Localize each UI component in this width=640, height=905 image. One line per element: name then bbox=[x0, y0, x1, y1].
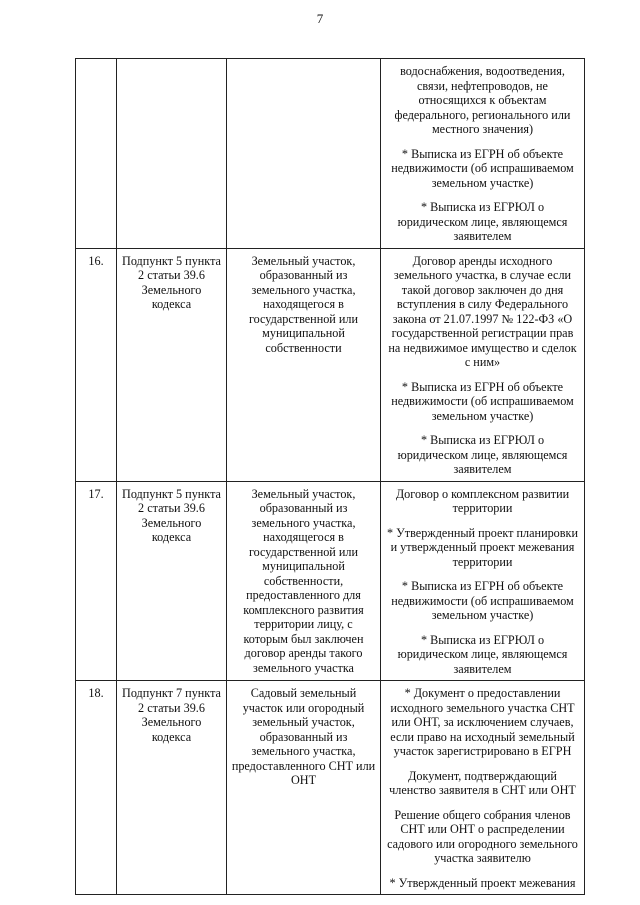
page-number: 7 bbox=[316, 11, 324, 26]
legal-basis-cell: Подпункт 5 пункта 2 статьи 39.6 Земельного кодекса bbox=[117, 248, 227, 481]
table-row bbox=[76, 481, 585, 681]
document-item: Договор о комплексном развитии территории bbox=[395, 486, 570, 515]
row-number: 18. bbox=[76, 681, 117, 895]
document-item: водоснабжения, водоотведения, связи, нефтепроводов, не относящихся к объектам федерального, регионального или местного значения) bbox=[394, 64, 571, 136]
document-item: * Утвержденный проект планировки и утвержденный проект межевания территории bbox=[387, 525, 578, 569]
document-item: * Выписка из ЕГРН об объекте недвижимости (об испрашиваемом земельном участке) bbox=[391, 579, 574, 622]
documents-cell bbox=[381, 681, 585, 895]
legal-basis-cell: Подпункт 5 пункта 2 статьи 39.6 Земельного кодекса bbox=[117, 481, 227, 681]
document-item: Договор аренды исходного земельного участка, в случае если такой договор заключен до дня вступления в силу Федерального закона от 21.07.1997 № 122-ФЗ «О государственной регистрации прав на недвижимое имущество и сделок с ним» bbox=[388, 253, 577, 369]
land-plot-cell: Земельный участок, образованный из земельного участка, находящегося в государственной или муниципальной собственности, предоставленного для комплексного развития территории лицу, с которым был заключен договор аренды такого земельного участка bbox=[227, 481, 381, 681]
land-plot-cell: Садовый земельный участок или огородный земельный участок, образованный из земельного участка, предоставленного СНТ или ОНТ bbox=[227, 681, 381, 895]
documents-cell bbox=[381, 248, 585, 481]
row-number: 16. bbox=[76, 248, 117, 481]
document-item: * Выписка из ЕГРЮЛ о юридическом лице, являющемся заявителем bbox=[397, 433, 568, 476]
table-row bbox=[76, 59, 585, 249]
table-row bbox=[76, 248, 585, 481]
legal-basis-cell: Подпункт 7 пункта 2 статьи 39.6 Земельного кодекса bbox=[117, 681, 227, 895]
row-number bbox=[76, 59, 117, 249]
table-row bbox=[76, 681, 585, 895]
document-item: Решение общего собрания членов СНТ или ОНТ о распределении садового или огородного земельного участка заявителю bbox=[387, 807, 578, 865]
document-item: * Выписка из ЕГРН об объекте недвижимости (об испрашиваемом земельном участке) bbox=[391, 379, 574, 423]
legal-basis-cell bbox=[117, 59, 227, 249]
document-item: * Документ о предоставлении исходного земельного участка СНТ или ОНТ, за исключением случаев, если право на исходный земельный участок зарегистрировано в ЕГРН bbox=[390, 686, 575, 758]
requirements-table bbox=[75, 58, 585, 895]
documents-cell bbox=[381, 59, 585, 249]
document-item: * Выписка из ЕГРЮЛ о юридическом лице, являющемся заявителем bbox=[397, 632, 568, 676]
land-plot-cell bbox=[227, 59, 381, 249]
land-plot-cell: Земельный участок, образованный из земельного участка, находящегося в государственной или муниципальной собственности bbox=[227, 248, 381, 481]
document-item: * Утвержденный проект межевания bbox=[389, 875, 576, 890]
document-item: * Выписка из ЕГРН об объекте недвижимости (об испрашиваемом земельном участке) bbox=[391, 146, 574, 190]
documents-cell bbox=[381, 481, 585, 681]
document-item: * Выписка из ЕГРЮЛ о юридическом лице, являющемся заявителем bbox=[397, 200, 568, 243]
document-item: Документ, подтверждающий членство заявителя в СНТ или ОНТ bbox=[389, 768, 576, 797]
row-number: 17. bbox=[76, 481, 117, 681]
